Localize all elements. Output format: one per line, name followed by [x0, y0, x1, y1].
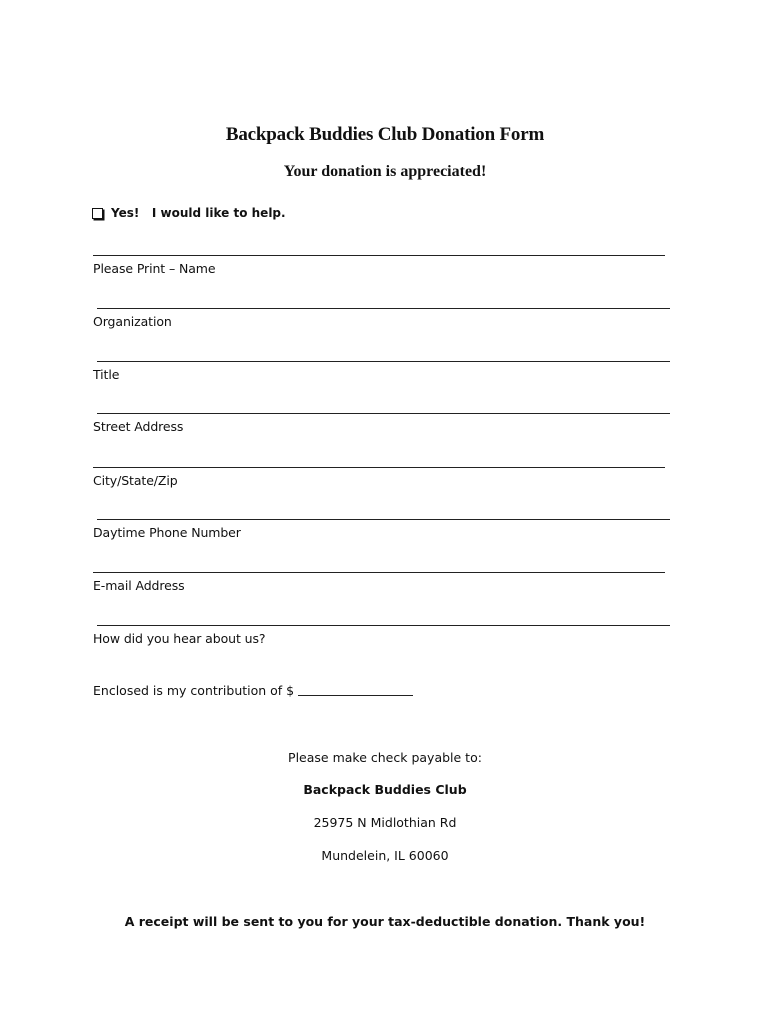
email-label: E-mail Address	[93, 578, 185, 593]
form-subtitle: Your donation is appreciated!	[283, 163, 487, 180]
phone-input-line[interactable]	[97, 519, 670, 520]
street-address-field[interactable]	[93, 413, 670, 434]
form-title: Backpack Buddies Club Donation Form	[225, 124, 545, 145]
city-state-zip-field[interactable]	[93, 467, 665, 488]
contribution-row[interactable]	[93, 683, 413, 698]
email-input-line[interactable]	[93, 572, 665, 573]
name-input-line[interactable]	[93, 255, 665, 256]
phone-field[interactable]	[93, 519, 670, 540]
name-label: Please Print – Name	[93, 261, 216, 276]
payment-instruction: Please make check payable to:	[288, 750, 482, 765]
title-input-line[interactable]	[97, 361, 670, 362]
payee-street: 25975 N Midlothian Rd	[313, 815, 457, 830]
organization-label: Organization	[93, 314, 172, 329]
contribution-label: Enclosed is my contribution of $	[93, 683, 295, 698]
city-state-zip-label: City/State/Zip	[93, 473, 178, 488]
receipt-note: A receipt will be sent to you for your tax-deductible donation. Thank you!	[124, 914, 646, 929]
referral-input-line[interactable]	[97, 625, 670, 626]
name-field[interactable]	[93, 255, 665, 276]
title-field[interactable]	[93, 361, 670, 382]
referral-field[interactable]	[93, 625, 670, 646]
city-state-zip-input-line[interactable]	[93, 467, 665, 468]
email-field[interactable]	[93, 572, 665, 593]
payee-city: Mundelein, IL 60060	[321, 848, 449, 863]
contribution-amount-line[interactable]	[298, 695, 413, 696]
phone-label: Daytime Phone Number	[93, 525, 241, 540]
opt-in-label: Yes! I would like to help.	[111, 206, 286, 220]
street-address-label: Street Address	[93, 419, 184, 434]
street-address-input-line[interactable]	[97, 413, 670, 414]
opt-in-checkbox[interactable]	[92, 208, 103, 219]
title-label: Title	[93, 367, 120, 382]
organization-input-line[interactable]	[97, 308, 670, 309]
payee-name: Backpack Buddies Club	[303, 782, 467, 797]
opt-in-row[interactable]	[92, 206, 286, 220]
organization-field[interactable]	[93, 308, 670, 329]
referral-label: How did you hear about us?	[93, 631, 266, 646]
